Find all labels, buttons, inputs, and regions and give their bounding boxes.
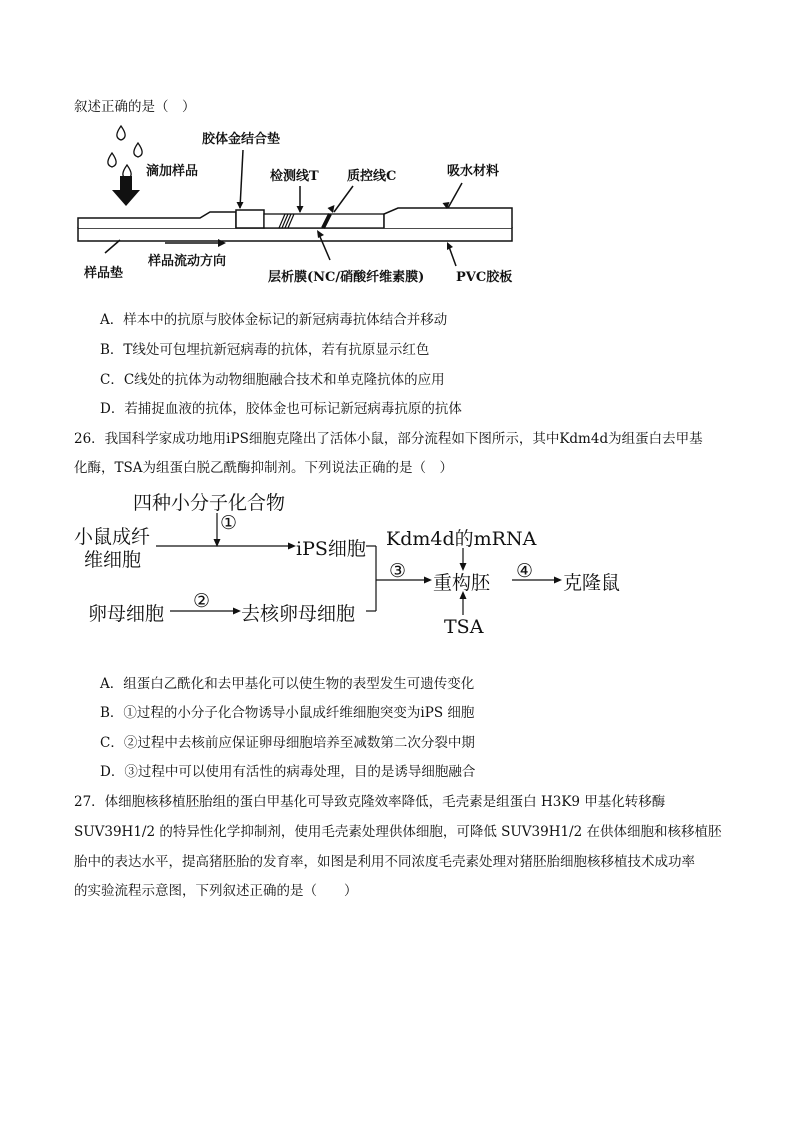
label-small-molecules: 四种小分子化合物 [133, 492, 286, 514]
label-sample-pad: 样品垫 [84, 266, 124, 281]
q25-option-b: B．T线处可包埋抗新冠病毒的抗体，若有抗原显示红色 [100, 342, 430, 358]
label-tsa: TSA [444, 616, 484, 638]
q26-option-b: B．①过程的小分子化合物诱导小鼠成纤维细胞突变为iPS 细胞 [100, 705, 475, 721]
q27-stem-line1: 27．体细胞核移植胚胎组的蛋白甲基化可导致克隆效率降低，毛壳素是组蛋白 H3K9 甲基化转移酶 [74, 794, 666, 810]
q25-stem-tail: 叙述正确的是（ ） [74, 99, 196, 115]
q26-option-c: C．②过程中去核前应保证卵母细胞培养至减数第二次分裂中期 [100, 735, 475, 751]
step-3-marker: ③ [389, 560, 407, 582]
label-ips-cell: iPS细胞 [296, 538, 366, 560]
label-absorbent: 吸水材料 [447, 164, 500, 179]
label-membrane: 层析膜(NC/硝酸纤维素膜) [268, 270, 425, 285]
q25-option-d: D．若捕捉血液的抗体，胶体金也可标记新冠病毒抗原的抗体 [100, 401, 462, 417]
q26-stem-line1: 26．我国科学家成功地用iPS细胞克隆出了活体小鼠，部分流程如下图所示，其中Kdm4d为组蛋白去甲基 [74, 431, 703, 447]
label-control-line: 质控线C [347, 169, 397, 184]
label-drop-sample: 滴加样品 [146, 164, 199, 179]
q26-option-a: A．组蛋白乙酰化和去甲基化可以使生物的表型发生可遗传变化 [100, 676, 475, 692]
label-kdm4d-mrna: Kdm4d的mRNA [386, 528, 537, 550]
q26-option-d: D．③过程中可以使用有活性的病毒处理，目的是诱导细胞融合 [100, 764, 476, 780]
step-2-marker: ② [193, 590, 211, 612]
label-clone-mouse: 克隆鼠 [563, 572, 621, 594]
q27-stem-line4: 的实验流程示意图，下列叙述正确的是（ ） [74, 883, 358, 899]
step-1-marker: ① [220, 512, 238, 534]
label-test-line: 检测线T [270, 169, 319, 184]
label-pvc: PVC胶板 [456, 270, 513, 285]
label-mouse-cell-line2: 维细胞 [84, 549, 142, 571]
label-oocyte: 卵母细胞 [88, 603, 165, 625]
label-enucleated-oocyte: 去核卵母细胞 [241, 603, 356, 625]
step-4-marker: ④ [516, 560, 534, 582]
q25-option-a: A．样本中的抗原与胶体金标记的新冠病毒抗体结合并移动 [100, 312, 448, 328]
label-mouse-cell-line1: 小鼠成纤 [74, 526, 151, 548]
q27-stem-line3: 胎中的表达水平，提高猪胚胎的发育率，如图是利用不同浓度毛壳素处理对猪胚胎细胞核移植技术成功率 [74, 854, 695, 870]
label-flow-direction: 样品流动方向 [148, 254, 227, 269]
q27-stem-line2: SUV39H1/2 的特异性化学抑制剂，使用毛壳素处理供体细胞，可降低 SUV39H1/2 在供体细胞和核移植胚 [74, 824, 722, 840]
q26-stem-line2: 化酶，TSA为组蛋白脱乙酰酶抑制剂。下列说法正确的是（ ） [74, 460, 454, 476]
label-gold-pad: 胶体金结合垫 [202, 132, 281, 147]
q25-option-c: C．C线处的抗体为动物细胞融合技术和单克隆抗体的应用 [100, 372, 445, 388]
label-reconstructed-embryo: 重构胚 [433, 572, 491, 594]
